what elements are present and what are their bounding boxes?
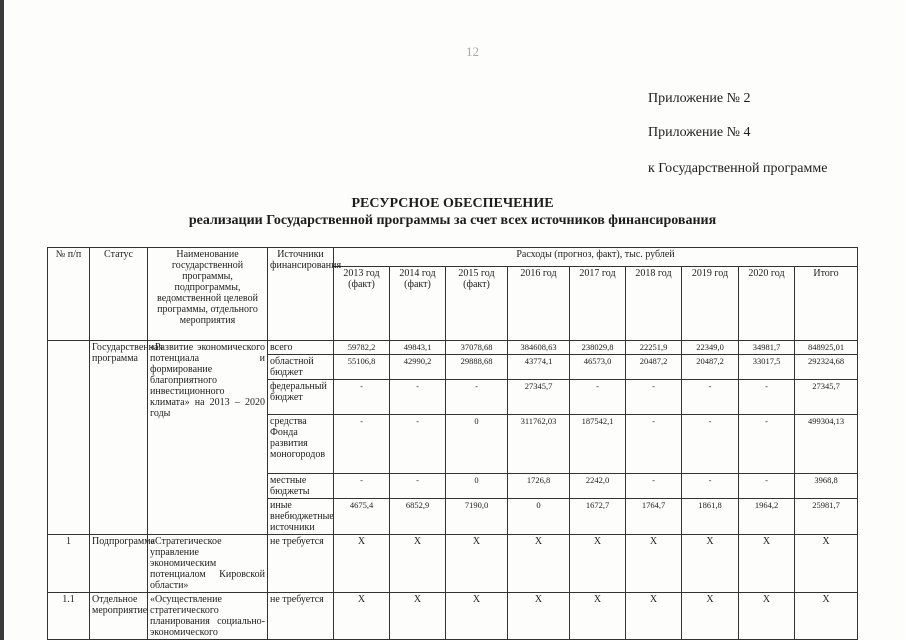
program-status: Государственная программа (90, 341, 148, 535)
header-expenses: Расходы (прогноз, факт), тыс. рублей (334, 248, 858, 267)
cell-value: 7190,0 (446, 499, 508, 535)
cell-value: X (626, 593, 682, 640)
subprogram-num: 1 (48, 535, 90, 593)
appendix-line-2: Приложение № 4 (648, 125, 751, 140)
header-year-2018: 2018 год (626, 267, 682, 341)
cell-value: X (795, 593, 858, 640)
cell-value: - (334, 415, 390, 474)
cell-value: 311762,03 (508, 415, 570, 474)
cell-value: 29888,68 (446, 355, 508, 380)
cell-value: 1726,8 (508, 474, 570, 499)
header-sources: Источники финансирования (268, 248, 334, 341)
cell-value: - (739, 415, 795, 474)
cell-value: - (626, 415, 682, 474)
table-row (48, 341, 858, 355)
source-label: всего (268, 341, 334, 355)
cell-value: 3968,8 (795, 474, 858, 499)
cell-value: 20487,2 (626, 355, 682, 380)
cell-value: X (390, 535, 446, 593)
cell-value: 384608,63 (508, 341, 570, 355)
cell-value: X (508, 535, 570, 593)
cell-value: 187542,1 (570, 415, 626, 474)
source-label: иные внебюджетные источники (268, 499, 334, 535)
document-title: РЕСУРСНОЕ ОБЕСПЕЧЕНИЕ (351, 196, 554, 211)
header-year-2015: 2015 год (факт) (446, 267, 508, 341)
program-num (48, 341, 90, 535)
cell-value: 49843,1 (390, 341, 446, 355)
cell-value: 43774,1 (508, 355, 570, 380)
cell-value: 848925,01 (795, 341, 858, 355)
cell-value: X (795, 535, 858, 593)
cell-value: - (390, 380, 446, 415)
header-year-2017: 2017 год (570, 267, 626, 341)
cell-value: X (446, 593, 508, 640)
binding-edge (0, 0, 4, 640)
cell-value: 55106,8 (334, 355, 390, 380)
cell-value: 42990,2 (390, 355, 446, 380)
cell-value: - (626, 380, 682, 415)
source-label: федеральный бюджет (268, 380, 334, 415)
cell-value: 1861,8 (682, 499, 739, 535)
cell-value: 27345,7 (795, 380, 858, 415)
cell-value: 0 (508, 499, 570, 535)
table-row (48, 593, 858, 640)
header-year-2019: 2019 год (682, 267, 739, 341)
cell-value: - (682, 474, 739, 499)
cell-value: - (334, 380, 390, 415)
subprogram-source: не требуется (268, 535, 334, 593)
cell-value: 1964,2 (739, 499, 795, 535)
subprogram-name: «Стратегическое управление экономическим потенциалом Кировской области» (148, 535, 268, 593)
cell-value: X (334, 593, 390, 640)
program-name: «Развитие экономического потенциала и формирование благоприятного инвестиционного климата» на 2013 – 2020 годы (148, 341, 268, 535)
source-label: областной бюджет (268, 355, 334, 380)
cell-value: 59782,2 (334, 341, 390, 355)
cell-value: 0 (446, 415, 508, 474)
cell-value: 46573,0 (570, 355, 626, 380)
cell-value: 4675,4 (334, 499, 390, 535)
cell-value: X (390, 593, 446, 640)
source-label: средства Фонда развития моногородов (268, 415, 334, 474)
cell-value: - (446, 380, 508, 415)
cell-value: X (739, 535, 795, 593)
cell-value: - (390, 415, 446, 474)
appendix-line-3: к Государственной программе (648, 161, 828, 176)
cell-value: 34981,7 (739, 341, 795, 355)
page-number: 12 (466, 44, 479, 59)
table-row (48, 535, 858, 593)
cell-value: 1672,7 (570, 499, 626, 535)
subprogram-status: Подпрограмма (90, 535, 148, 593)
cell-value: - (739, 474, 795, 499)
cell-value: 20487,2 (682, 355, 739, 380)
appendix-line-1: Приложение № 2 (648, 91, 751, 106)
cell-value: X (570, 535, 626, 593)
cell-value: X (508, 593, 570, 640)
header-year-2016: 2016 год (508, 267, 570, 341)
header-year-2014: 2014 год (факт) (390, 267, 446, 341)
document-subtitle: реализации Государственной программы за счет всех источников финансирования (188, 213, 717, 228)
cell-value: X (570, 593, 626, 640)
measure-source: не требуется (268, 593, 334, 640)
cell-value: 238029,8 (570, 341, 626, 355)
cell-value: 6852,9 (390, 499, 446, 535)
cell-value: 499304,13 (795, 415, 858, 474)
cell-value: 0 (446, 474, 508, 499)
cell-value: 37078,68 (446, 341, 508, 355)
cell-value: X (334, 535, 390, 593)
source-label: местные бюджеты (268, 474, 334, 499)
measure-num: 1.1 (48, 593, 90, 640)
cell-value: 22251,9 (626, 341, 682, 355)
resource-table (47, 247, 858, 640)
cell-value: X (446, 535, 508, 593)
cell-value: 22349,0 (682, 341, 739, 355)
cell-value: 27345,7 (508, 380, 570, 415)
header-name: Наименование государственной программы, подпрограммы, ведомственной целевой программы, отдельного мероприятия (148, 248, 268, 341)
measure-status: Отдельное мероприятие (90, 593, 148, 640)
cell-value: X (682, 593, 739, 640)
cell-value: - (682, 415, 739, 474)
cell-value: 33017,5 (739, 355, 795, 380)
cell-value: - (739, 380, 795, 415)
cell-value: - (570, 380, 626, 415)
cell-value: - (626, 474, 682, 499)
cell-value: 1764,7 (626, 499, 682, 535)
cell-value: X (682, 535, 739, 593)
cell-value: 25981,7 (795, 499, 858, 535)
header-status: Статус (90, 248, 148, 341)
cell-value: - (390, 474, 446, 499)
cell-value: 292324,68 (795, 355, 858, 380)
header-total: Итого (795, 267, 858, 341)
cell-value: X (626, 535, 682, 593)
cell-value: X (739, 593, 795, 640)
measure-name: «Осуществление стратегического планирования социально-экономического (148, 593, 268, 640)
cell-value: - (334, 474, 390, 499)
header-year-2013: 2013 год (факт) (334, 267, 390, 341)
header-num: № п/п (48, 248, 90, 341)
cell-value: - (682, 380, 739, 415)
header-year-2020: 2020 год (739, 267, 795, 341)
cell-value: 2242,0 (570, 474, 626, 499)
